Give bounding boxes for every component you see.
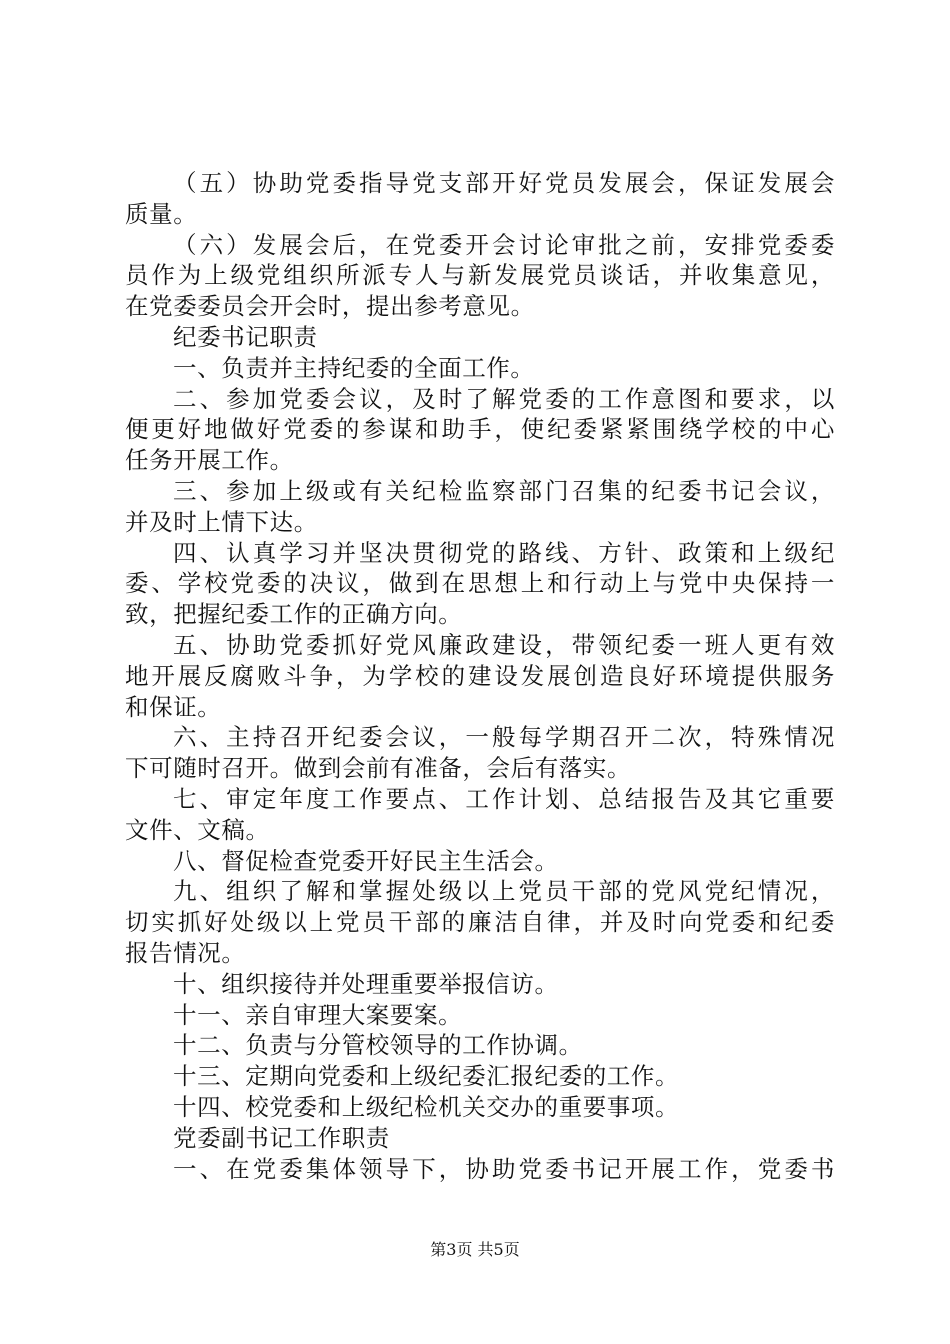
text-line: 五、协助党委抓好党风廉政建设，带领纪委一班人更有效: [173, 630, 835, 659]
text-line: （五）协助党委指导党支部开好党员发展会，保证发展会: [173, 169, 835, 197]
text-line: 任务开展工作。: [125, 446, 294, 475]
text-line: 员作为上级党组织所派专人与新发展党员谈话，并收集意见，: [125, 261, 835, 290]
text-line: 在党委委员会开会时，提出参考意见。: [125, 292, 535, 321]
text-line: 三、参加上级或有关纪检监察部门召集的纪委书记会议，: [173, 476, 835, 505]
text-line: 十、组织接待并处理重要举报信访。: [173, 969, 559, 998]
text-line: 便更好地做好党委的参谋和助手，使纪委紧紧围绕学校的中心: [125, 415, 835, 444]
text-line: 下可随时召开。做到会前有准备，会后有落实。: [125, 754, 632, 783]
text-line: （六）发展会后，在党委开会讨论审批之前，安排党委委: [173, 230, 835, 259]
text-line: 并及时上情下达。: [125, 507, 318, 536]
text-line: 十一、亲自审理大案要案。: [173, 1000, 463, 1029]
text-line: 切实抓好处级以上党员干部的廉洁自律，并及时向党委和纪委: [125, 908, 835, 937]
text-line: 九、组织了解和掌握处级以上党员干部的党风党纪情况，: [173, 877, 835, 906]
section-heading: 党委副书记工作职责: [173, 1123, 390, 1152]
text-line: 十三、定期向党委和上级纪委汇报纪委的工作。: [173, 1062, 680, 1091]
text-line: 二、参加党委会议，及时了解党委的工作意图和要求，以: [173, 384, 835, 413]
text-line: 和保证。: [125, 692, 222, 721]
text-line: 四、认真学习并坚决贯彻党的路线、方针、政策和上级纪: [173, 538, 835, 567]
text-line: 地开展反腐败斗争，为学校的建设发展创造良好环境提供服务: [125, 661, 835, 690]
text-line: 七、审定年度工作要点、工作计划、总结报告及其它重要: [173, 784, 835, 813]
page-number-footer: 第3页 共5页: [430, 1240, 520, 1259]
text-line: 委、学校党委的决议，做到在思想上和行动上与党中央保持一: [125, 569, 835, 598]
text-line: 致，把握纪委工作的正确方向。: [125, 600, 463, 629]
section-heading: 纪委书记职责: [173, 322, 318, 351]
text-line: 文件、文稿。: [125, 815, 270, 844]
text-line: 六、主持召开纪委会议，一般每学期召开二次，特殊情况: [173, 723, 835, 752]
text-line: 一、在党委集体领导下，协助党委书记开展工作，党委书: [173, 1154, 835, 1183]
text-line: 质量。: [125, 199, 198, 228]
text-line: 十二、负责与分管校领导的工作协调。: [173, 1031, 583, 1060]
text-line: 报告情况。: [125, 938, 246, 967]
text-line: 一、负责并主持纪委的全面工作。: [173, 353, 535, 382]
text-line: 十四、校党委和上级纪检机关交办的重要事项。: [173, 1092, 680, 1121]
text-line: 八、督促检查党委开好民主生活会。: [173, 846, 559, 875]
body-text: [125, 168, 835, 1184]
